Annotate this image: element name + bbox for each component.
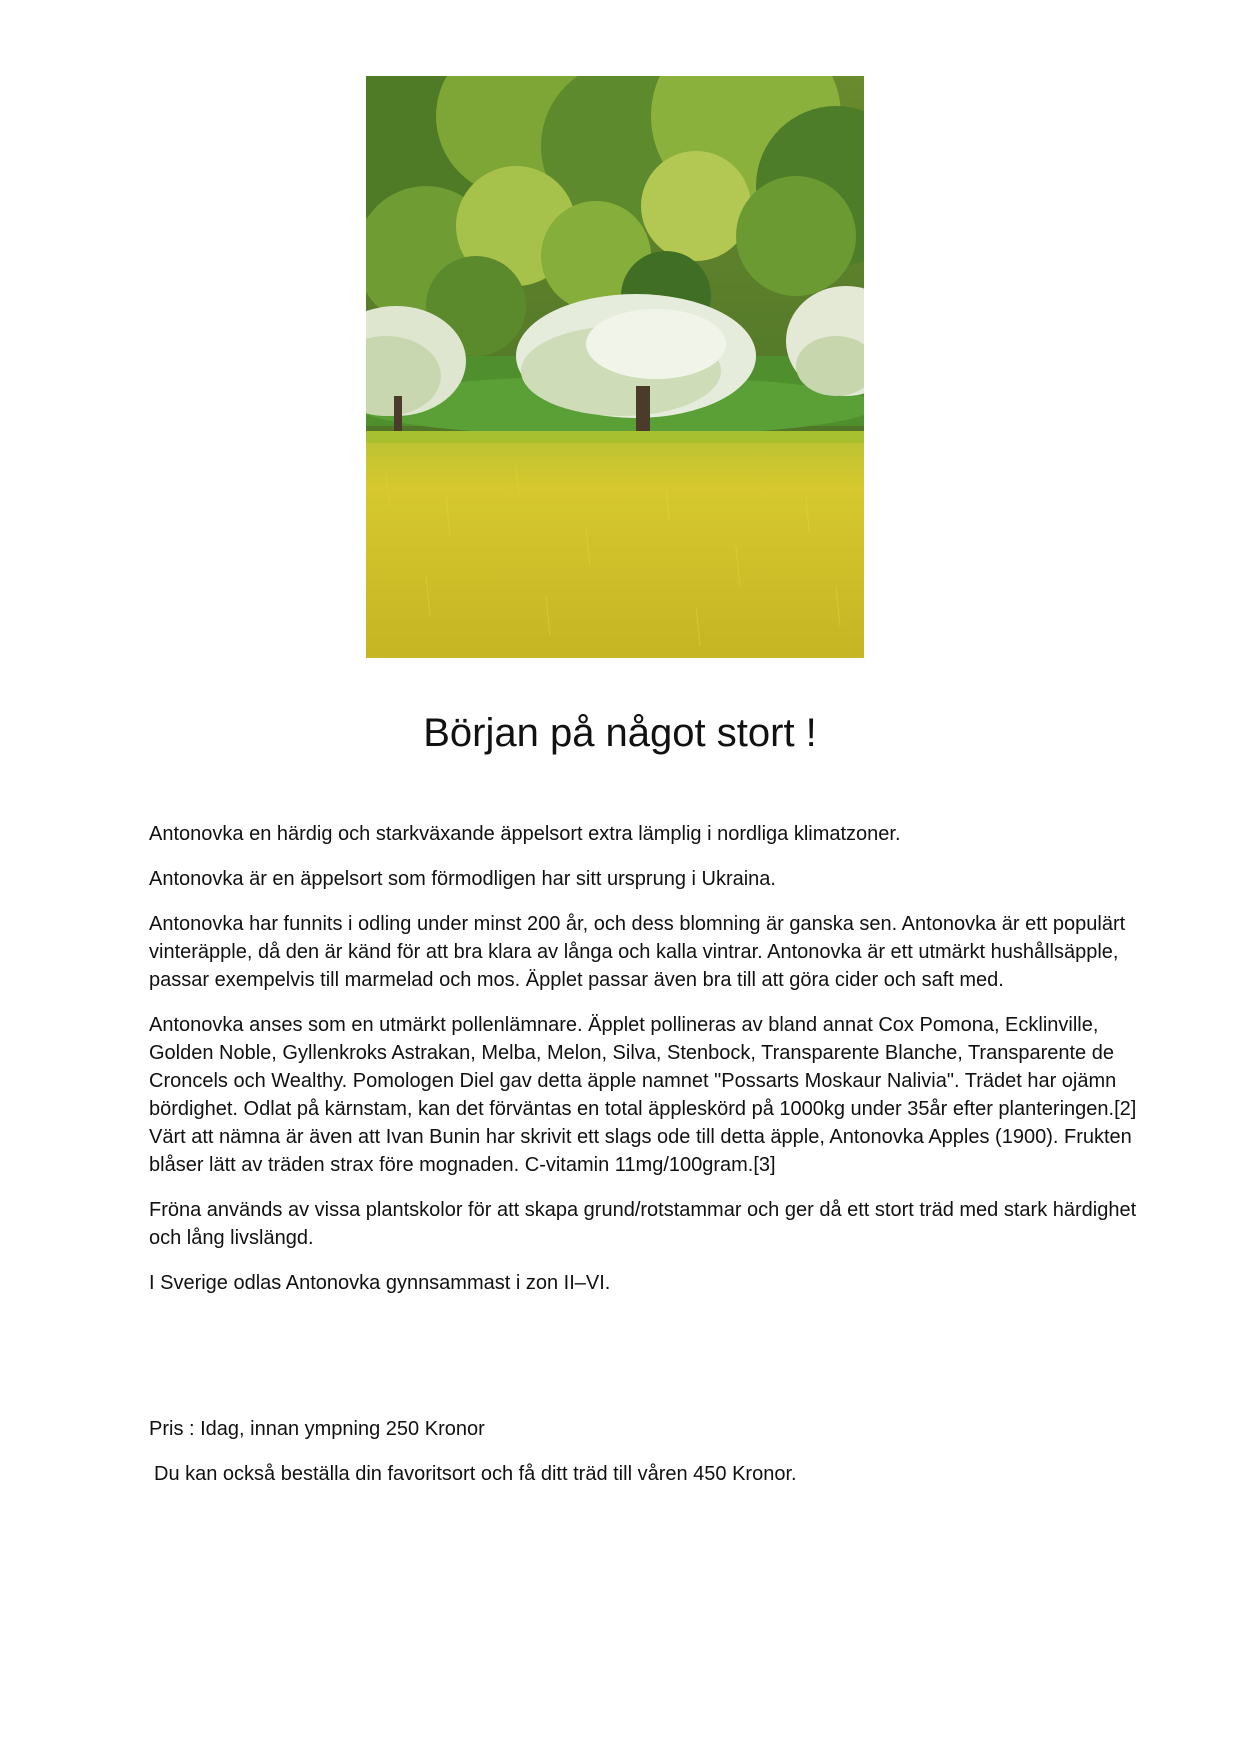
paragraph-rootstock: Fröna används av vissa plantskolor för att skapa grund/rotstammar och ger då ett stort träd med stark härdighet och lång livslängd.: [149, 1199, 1137, 1249]
page-title: Början på något stort !: [423, 711, 817, 755]
paragraph-origin: Antonovka är en äppelsort som förmodligen har sitt ursprung i Ukraina.: [149, 868, 776, 890]
paragraph-zones: I Sverige odlas Antonovka gynnsammast i zon II–VI.: [149, 1272, 611, 1294]
paragraph-pollination: Antonovka anses som en utmärkt pollenlämnare. Äpplet pollineras av bland annat Cox Pomona, Ecklinville, Golden Noble, Gyllenkroks Astrakan, Melba, Melon, Silva, Stenbock, Transparente Blanche, Transparente de Croncels och Wealthy. Pomologen Diel gav detta äpple namnet "Possarts Moskaur Nalivia". Trädet har ojämn bördighet. Odlat på kärnstam, kan det förväntas en total äppleskörd på 1000kg under 35år efter planteringen.[2] Värt att nämna är även att Ivan Bunin har skrivit ett slags ode till detta äpple, Antonovka Apples (1900). Frukten blåser lätt av träden strax före mognaden. C-vitamin 11mg/100gram.[3]: [149, 1014, 1137, 1176]
paragraph-intro: Antonovka en härdig och starkväxande äppelsort extra lämplig i nordliga klimatzoner.: [149, 823, 901, 845]
meadow-apple-tree-photo: [366, 76, 864, 658]
photo-illustration: [366, 76, 864, 658]
description: [149, 820, 1149, 1314]
price-order: Du kan också beställa din favoritsort och få ditt träd till våren 450 Kronor.: [154, 1463, 797, 1485]
paragraph-cultivation: Antonovka har funnits i odling under minst 200 år, och dess blomning är ganska sen. Antonovka är ett populärt vinteräpple, då den är känd för att bra klara av långa och kalla vintrar. Antonovka är ett utmärkt hushållsäpple, passar exempelvis till marmelad och mos. Äpplet passar även bra till att göra cider och saft med.: [149, 913, 1126, 991]
price-section: [149, 1415, 1149, 1505]
price-today: Pris : Idag, innan ympning 250 Kronor: [149, 1418, 485, 1440]
